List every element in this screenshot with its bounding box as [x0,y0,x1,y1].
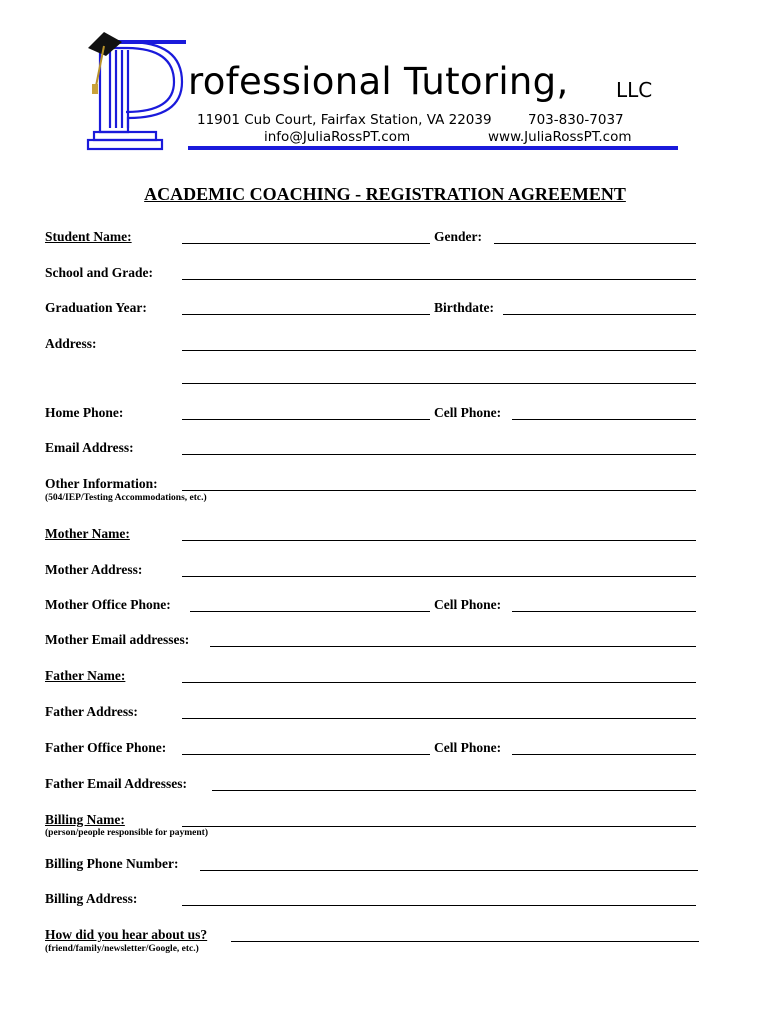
school-grade-label: School and Grade: [45,265,154,280]
billing-name-note: (person/people responsible for payment) [45,828,208,838]
father-name-field[interactable] [182,682,696,683]
father-cell-phone-field[interactable] [512,754,696,755]
father-email-field[interactable] [212,790,696,791]
email-label: Email Address: [45,440,134,455]
other-info-note: (504/IEP/Testing Accommodations, etc.) [45,493,207,503]
mother-address-field[interactable] [182,576,696,577]
student-name-label: Student Name: [45,229,132,244]
father-office-phone-field[interactable] [182,754,430,755]
father-address-field[interactable] [182,718,696,719]
mother-office-phone-field[interactable] [190,611,430,612]
cell-phone-field[interactable] [512,419,696,420]
company-email: info@JuliaRossPT.com [264,129,411,145]
billing-address-label: Billing Address: [45,891,138,906]
home-phone-field[interactable] [182,419,430,420]
billing-phone-field[interactable] [200,870,698,871]
billing-name-field[interactable] [182,826,696,827]
birthdate-label: Birthdate: [434,300,494,315]
mother-office-phone-label: Mother Office Phone: [45,597,171,612]
graduation-year-field[interactable] [182,314,430,315]
cell-phone-label: Cell Phone: [434,405,502,420]
company-suffix: LLC [616,78,653,102]
father-email-label: Father Email Addresses: [45,776,188,791]
mother-name-field[interactable] [182,540,696,541]
mother-email-label: Mother Email addresses: [45,632,190,647]
billing-address-field[interactable] [182,905,696,906]
school-grade-field[interactable] [182,279,696,280]
gender-field[interactable] [494,243,696,244]
email-field[interactable] [182,454,696,455]
mother-cell-phone-field[interactable] [512,611,696,612]
address-field-line-1[interactable] [182,350,696,351]
form-title: ACADEMIC COACHING - REGISTRATION AGREEMENT [144,184,626,204]
father-address-label: Father Address: [45,704,138,719]
company-name: rofessional Tutoring, [188,60,569,103]
student-name-field[interactable] [182,243,430,244]
mother-email-field[interactable] [210,646,696,647]
father-cell-phone-label: Cell Phone: [434,740,502,755]
father-name-label: Father Name: [45,668,126,683]
company-phone: 703-830-7037 [528,112,624,128]
how-heard-field[interactable] [231,941,699,942]
address-label: Address: [45,336,97,351]
gender-label: Gender: [434,229,482,244]
father-office-phone-label: Father Office Phone: [45,740,167,755]
mother-cell-phone-label: Cell Phone: [434,597,502,612]
mother-name-label: Mother Name: [45,526,130,541]
how-heard-label: How did you hear about us? [45,927,208,942]
other-info-label: Other Information: [45,476,158,491]
address-field-line-2[interactable] [182,383,696,384]
birthdate-field[interactable] [503,314,696,315]
other-info-field[interactable] [182,490,696,491]
company-website: www.JuliaRossPT.com [488,129,632,145]
company-address: 11901 Cub Court, Fairfax Station, VA 22039 [197,112,492,128]
how-heard-note: (friend/family/newsletter/Google, etc.) [45,944,199,954]
billing-phone-label: Billing Phone Number: [45,856,179,871]
home-phone-label: Home Phone: [45,405,124,420]
graduation-year-label: Graduation Year: [45,300,147,315]
billing-name-label: Billing Name: [45,812,125,827]
mother-address-label: Mother Address: [45,562,143,577]
